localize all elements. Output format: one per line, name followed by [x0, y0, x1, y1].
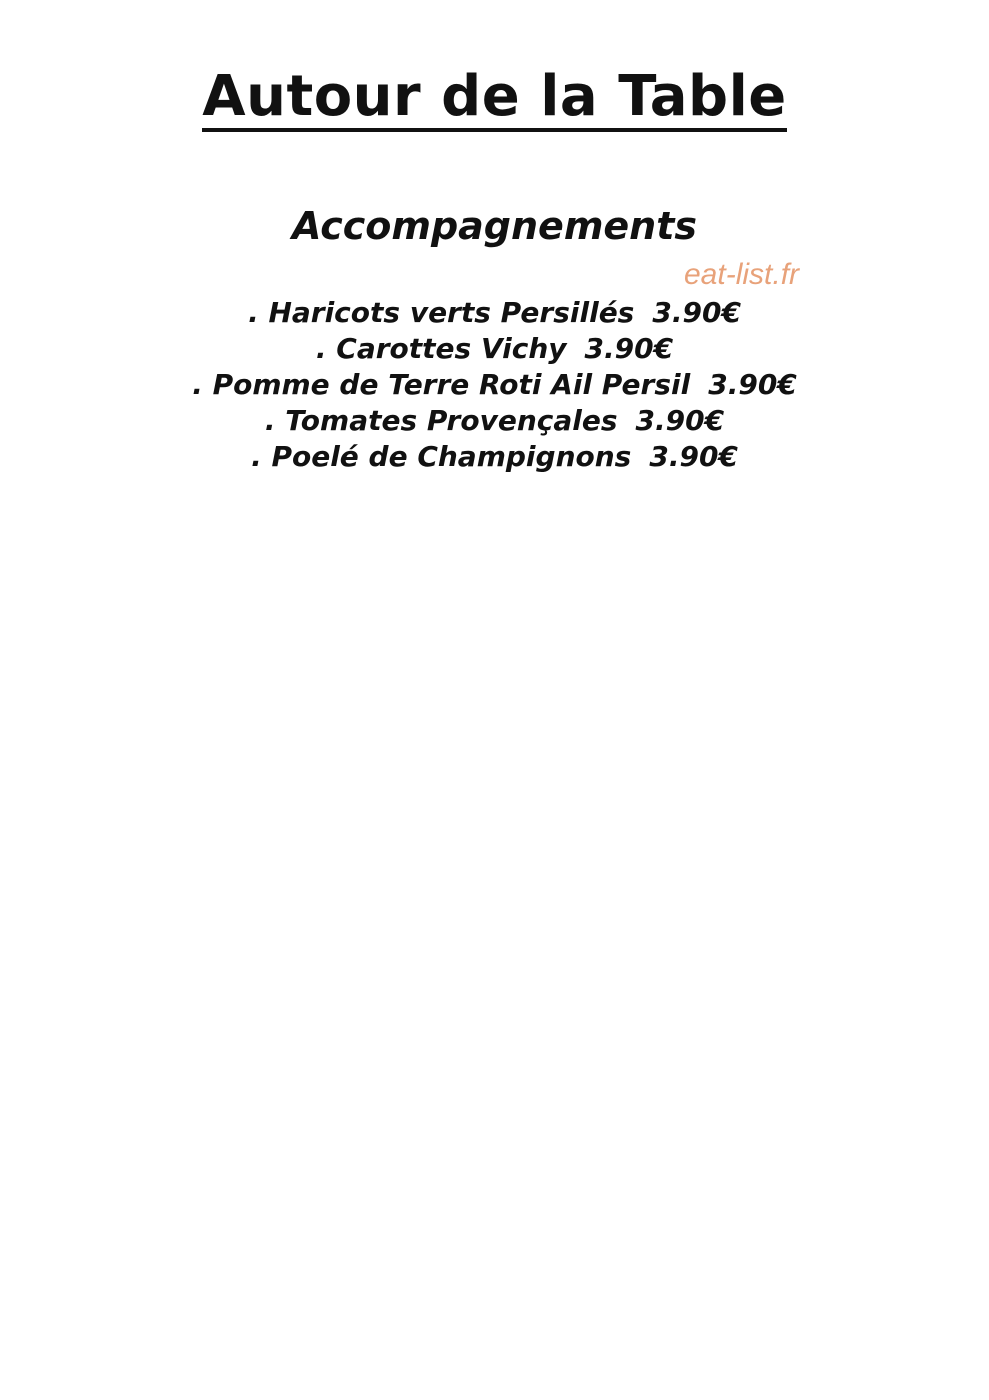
- watermark: eat-list.fr: [684, 258, 800, 291]
- menu-item-name: . Carottes Vichy: [315, 332, 567, 365]
- menu-item: [0, 403, 989, 439]
- menu-item-price: 3.90€: [708, 368, 797, 401]
- menu-item: [0, 295, 989, 331]
- menu-item-name: . Pomme de Terre Roti Ail Persil: [192, 368, 691, 401]
- restaurant-title: [0, 66, 989, 132]
- menu-item: [0, 331, 989, 367]
- menu-item-name: . Haricots verts Persillés: [248, 296, 635, 329]
- menu-item-price: 3.90€: [584, 332, 674, 365]
- menu-item-price: 3.90€: [649, 440, 738, 473]
- restaurant-title-text: Autour de la Table: [202, 66, 787, 132]
- menu-item-price: 3.90€: [652, 296, 741, 329]
- menu-item-list: [0, 295, 989, 475]
- menu-item: [0, 439, 989, 475]
- menu-item-name: . Poelé de Champignons: [251, 440, 632, 473]
- section-title: Accompagnements: [291, 204, 698, 248]
- menu-item-price: 3.90€: [635, 404, 725, 437]
- menu-item-name: . Tomates Provençales: [264, 404, 618, 437]
- menu-item: [0, 367, 989, 403]
